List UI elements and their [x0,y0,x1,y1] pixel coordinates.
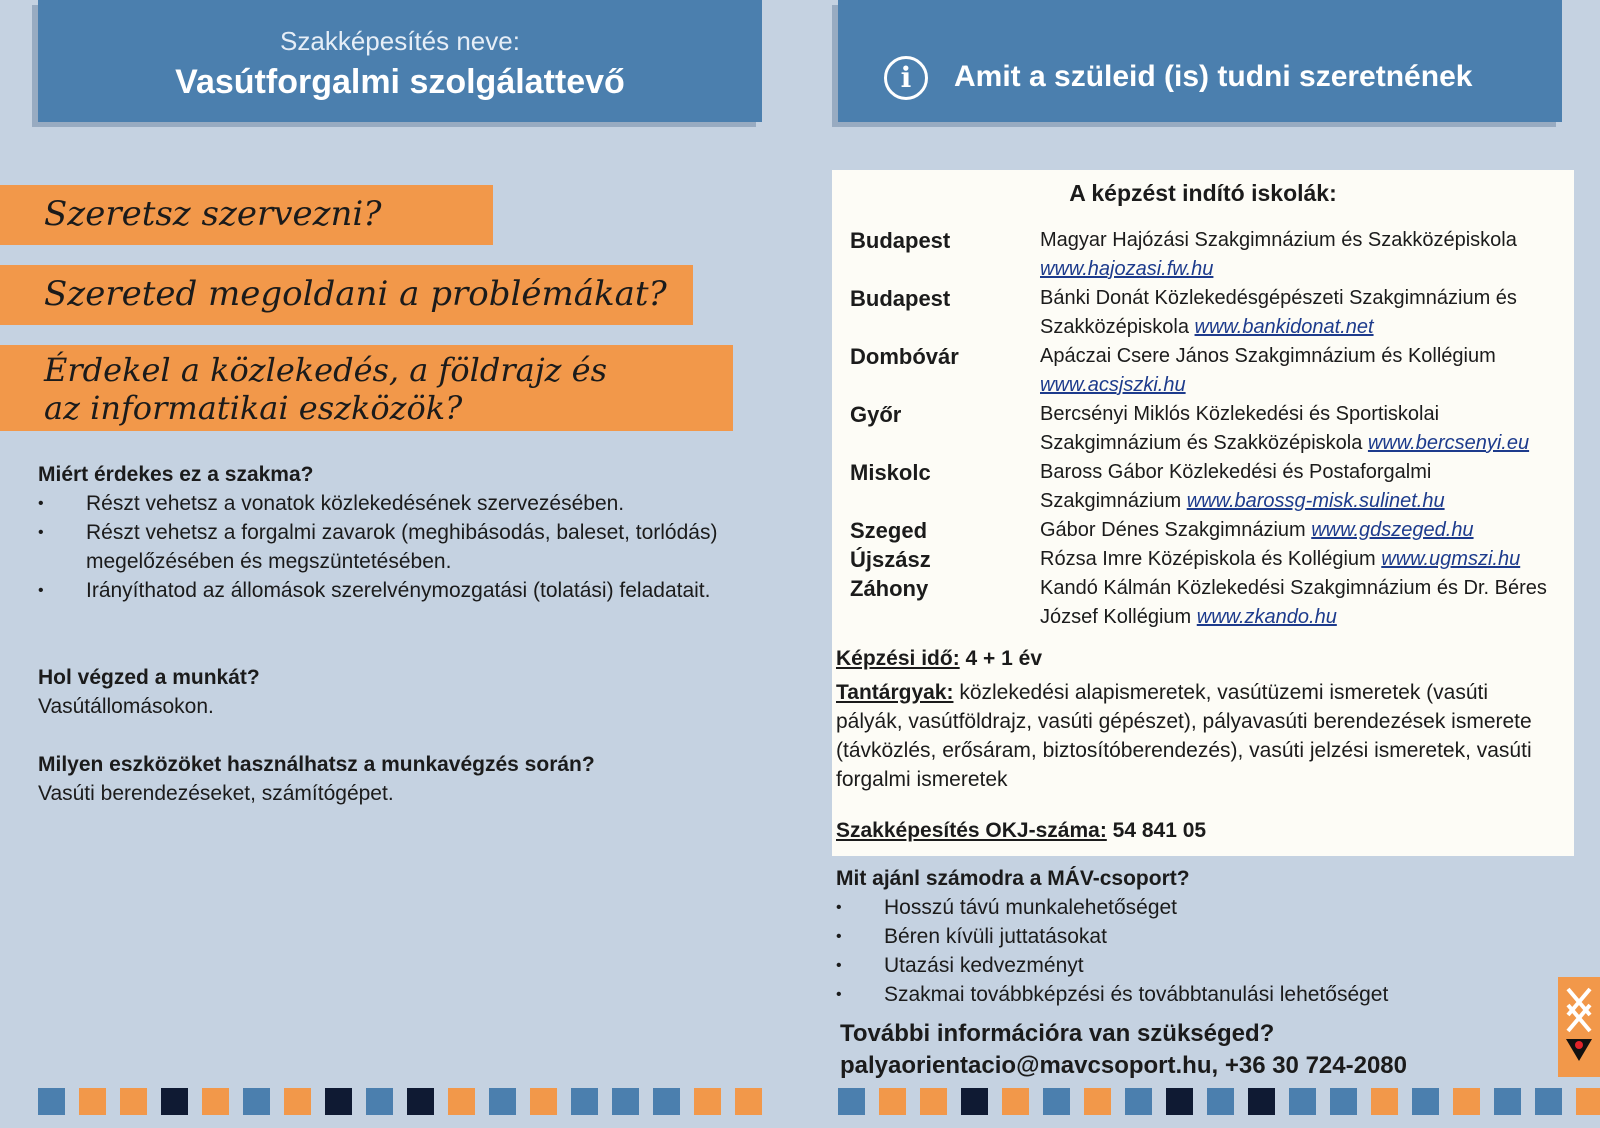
contact-heading: További információra van szükséged? [840,1020,1275,1047]
decor-square [1412,1088,1439,1115]
decor-square [735,1088,762,1115]
where-section [38,663,768,721]
decor-square [1084,1088,1111,1115]
list-item: • Irányíthatod az állomások szerelvénymozgatási (tolatási) feladatait. [38,576,768,605]
header-left-banner [38,0,762,122]
school-name: Rózsa Imre Középiskola és Kollégium [1040,548,1382,570]
school-link[interactable]: www.gdszeged.hu [1311,519,1474,541]
decor-square [38,1088,65,1115]
schools-heading: A képzést indító iskolák: [1069,180,1337,206]
school-name: Bánki Donát Közlekedésgépészeti Szakgimnázium és [1040,287,1517,309]
tools-section [38,750,768,808]
school-name-cont: Szakgimnázium [1040,490,1187,512]
offer-section [836,864,1566,1009]
decor-square [1576,1088,1600,1115]
decor-square [407,1088,434,1115]
where-text: Vasútállomásokon. [38,695,214,718]
school-link[interactable]: www.zkando.hu [1196,606,1337,628]
school-desc [1040,400,1560,458]
decor-square [1289,1088,1316,1115]
decor-square [571,1088,598,1115]
school-desc [1040,458,1560,516]
school-city: Miskolc [850,460,931,485]
school-city: Záhony [850,576,929,601]
decor-square [489,1088,516,1115]
decor-square [694,1088,721,1115]
decor-square [448,1088,475,1115]
decor-square [879,1088,906,1115]
tools-text: Vasúti berendezéseket, számítógépet. [38,782,394,805]
school-name: Gábor Dénes Szakgimnázium [1040,519,1312,541]
school-desc [1040,574,1560,632]
school-link[interactable]: www.barossg-misk.sulinet.hu [1186,490,1445,512]
decor-square [961,1088,988,1115]
offer-list [836,893,1566,1009]
list-item: • Részt vehetsz a vonatok közlekedésének szervezésében. [38,489,768,518]
decor-square [1002,1088,1029,1115]
tools-heading: Milyen eszközöket használhatsz a munkavégzés során? [38,753,595,776]
decor-squares-left [38,1088,778,1116]
school-city: Győr [850,402,902,427]
parents-heading: Amit a szüleid (is) tudni szeretnének [954,60,1473,93]
contact-line[interactable]: palyaorientacio@mavcsoport.hu, +36 30 724-2080 [840,1052,1407,1079]
decor-square [530,1088,557,1115]
training-label: Képzési idő: [836,647,960,670]
schools-panel [832,170,1574,856]
school-name: Apáczai Csere János Szakgimnázium és Kollégium [1040,345,1496,367]
school-link[interactable]: www.bercsenyi.eu [1367,432,1530,454]
decor-square [1535,1088,1562,1115]
list-item: • Részt vehetsz a forgalmi zavarok (meghibásodás, baleset, torlódás) megelőzésében és megszüntetésében. [38,518,746,576]
decor-square [243,1088,270,1115]
decor-square [325,1088,352,1115]
decor-squares-right [838,1088,1578,1116]
school-city: Budapest [850,286,951,311]
school-link[interactable]: www.hajozasi.fw.hu [1040,258,1214,280]
why-list [38,489,768,605]
decor-square [612,1088,639,1115]
school-city: Újszász [850,547,931,572]
decor-square [1207,1088,1234,1115]
school-desc [1040,284,1560,342]
decor-square [920,1088,947,1115]
why-section [38,460,768,605]
school-link[interactable]: www.bankidonat.net [1194,316,1374,338]
school-city: Szeged [850,518,928,543]
school-desc [1040,545,1560,574]
question-strip-problems [0,265,693,325]
decor-square [161,1088,188,1115]
decor-square [284,1088,311,1115]
school-name: Magyar Hajózási Szakgimnázium és Szakközépiskola [1040,229,1517,251]
list-item: • Szakmai továbbképzési és továbbtanulási lehetőséget [836,980,1566,1009]
question-text: Szereted megoldani a problémákat? [44,274,667,314]
training-duration [836,644,1556,673]
training-value: 4 + 1 év [959,647,1043,670]
subjects-label: Tantárgyak: [836,681,954,704]
school-name: Baross Gábor Közlekedési és Postaforgalmi [1040,461,1432,483]
header-right-banner [838,0,1562,122]
mav-logo-icon [1558,977,1600,1077]
decor-square [653,1088,680,1115]
okj-label: Szakképesítés OKJ-száma: [836,819,1107,842]
mav-logo [1558,977,1600,1077]
contact-section [840,1018,1570,1082]
okj-value: 54 841 05 [1106,819,1207,842]
offer-heading: Mit ajánl számodra a MÁV-csoport? [836,867,1190,890]
where-heading: Hol végzed a munkát? [38,666,260,689]
school-desc [1040,516,1560,545]
school-desc [1040,226,1560,284]
school-desc [1040,342,1560,400]
decor-square [1043,1088,1070,1115]
list-item: • Utazási kedvezményt [836,951,1566,980]
school-name-cont: Szakközépiskola [1040,316,1195,338]
list-item: • Béren kívüli juttatásokat [836,922,1566,951]
decor-square [1453,1088,1480,1115]
qualification-label: Szakképesítés neve: [280,26,520,56]
decor-square [1494,1088,1521,1115]
school-link[interactable]: www.ugmszi.hu [1381,548,1521,570]
why-heading: Miért érdekes ez a szakma? [38,463,314,486]
decor-square [366,1088,393,1115]
question-text: Szeretsz szervezni? [44,194,382,234]
info-icon: i [884,56,928,100]
question-text: az informatikai eszközök? [44,389,463,427]
decor-square [1125,1088,1152,1115]
decor-square [202,1088,229,1115]
school-name-cont: Szakgimnázium és Szakközépiskola [1040,432,1368,454]
subjects-text: közlekedési alapismeretek, vasútüzemi ismeretek (vasúti pályák, vasútföldrajz, vasúti gépészet), pályavasúti berendezések ismerete (távközlés, erősáram, biztosítóberendezés), vasúti jelzési ismeretek, vasúti forgalmi ismeretek [836,681,1532,791]
decor-square [838,1088,865,1115]
school-name: Bercsényi Miklós Közlekedési és Sportiskolai [1040,403,1440,425]
decor-square [120,1088,147,1115]
list-item: • Hosszú távú munkalehetőséget [836,893,1566,922]
decor-square [1330,1088,1357,1115]
school-city: Dombóvár [850,344,959,369]
qualification-title: Vasútforgalmi szolgálattevő [175,63,625,101]
school-name-cont: József Kollégium [1040,606,1197,628]
subjects [836,678,1556,794]
school-name: Kandó Kálmán Közlekedési Szakgimnázium és Dr. Béres [1040,577,1547,599]
decor-square [79,1088,106,1115]
question-strip-interests [0,345,733,431]
school-city: Budapest [850,228,951,253]
decor-square [1166,1088,1193,1115]
school-link[interactable]: www.acsjszki.hu [1040,374,1186,396]
decor-square [1248,1088,1275,1115]
question-text: Érdekel a közlekedés, a földrajz és [44,351,608,389]
question-strip-organize [0,185,493,245]
okj-number [836,816,1556,845]
decor-square [1371,1088,1398,1115]
